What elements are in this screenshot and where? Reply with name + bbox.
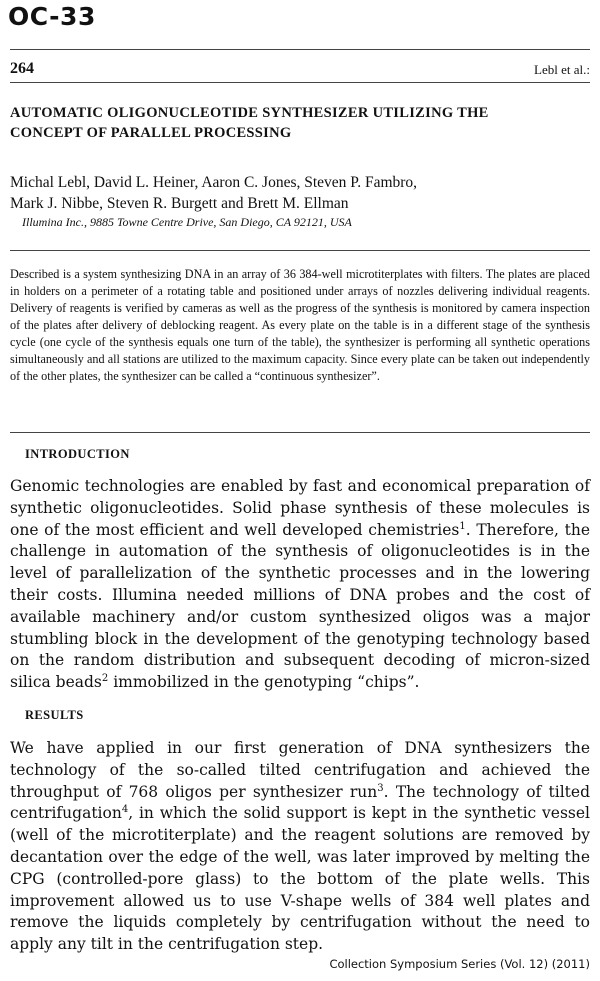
intro-text-c: immobilized in the genotyping “chips”. [108, 673, 420, 692]
authors-line-1: Michal Lebl, David L. Heiner, Aaron C. Jones, Steven P. Fambro, [10, 174, 418, 191]
results-text-b: . The technology of tilted centrifugation [10, 782, 591, 823]
header-rule [10, 49, 590, 50]
results-paragraph [10, 738, 590, 956]
footer-series: Collection Symposium Series (Vol. 12) (2011) [329, 957, 590, 971]
title-line-1: AUTOMATIC OLIGONUCLEOTIDE SYNTHESIZER UTILIZING THE [10, 105, 489, 121]
results-text-a: We have applied in our first generation of DNA synthesizers the technology of the so-called tilted centrifugation and achieved the throughput of 768 oligos per synthesizer run [10, 739, 590, 801]
article-title [10, 103, 590, 143]
results-heading: RESULTS [25, 708, 84, 722]
intro-text-a: Genomic technologies are enabled by fast and economical preparation of synthetic oligonucleotides. Solid phase synthesis of these molecules is one of the most efficient and well developed chemistries [10, 477, 590, 539]
authors-line-2: Mark J. Nibbe, Steven R. Burgett and Brett M. Ellman [10, 195, 349, 212]
intro-ref-1: 1 [459, 520, 466, 532]
introduction-paragraph [10, 476, 590, 694]
page-number: 264 [10, 60, 34, 77]
title-line-2: CONCEPT OF PARALLEL PROCESSING [10, 125, 292, 141]
intro-text-b: . Therefore, the challenge in automation of the synthesis of oligonucleotides is in the level of parallelization of the synthetic processes and in the lowering their costs. Illumina needed millions of DNA probes and the cost of available machinery and/or custom synthesized oligos was a major stumbling block in the development of the genotyping technology based on the random distribution and subsequent decoding of micron-sized silica beads [10, 520, 590, 692]
results-text-c: , in which the solid support is kept in the synthetic vessel (well of the microtiterplate) and the reagent solutions are removed by decantation over the edge of the well, was later improved by melting the CPG (controlled-pore glass) to the bottom of the plate wells. This improvement allowed us to use V-shape wells of 384 well plates and remove the liquids completely by centrifugation without the need to apply any tilt in the centrifugation step. [10, 804, 590, 954]
abstract: Described is a system synthesizing DNA in an array of 36 384-well microtiterplates with filters. The plates are placed in holders on a perimeter of a rotating table and positioned under arrays of nozzles delivering individual reagents. Delivery of reagents is verified by cameras as well as the progress of the synthesis is monitored by camera inspection of the plates after delivery of deblocking reagent. As every plate on the table is in a different stage of the synthesis cycle (one cycle of the synthesis equals one turn of the table), the synthesizer is performing all synthetic operations simultaneously and all stations are utilized to the maximum capacity. Since every plate can be taken out independently of the other plates, the synthesizer can be called a “continuous synthesizer”. [10, 267, 590, 383]
affiliation: Illumina Inc., 9885 Towne Centre Drive, San Diego, CA 92121, USA [22, 215, 352, 229]
intro-ref-2: 2 [101, 673, 109, 685]
results-ref-4: 4 [121, 804, 129, 816]
abstract-top-rule [10, 250, 590, 251]
page-top-rule [10, 82, 590, 83]
results-ref-3: 3 [377, 782, 384, 794]
author-list [10, 172, 590, 214]
introduction-heading: INTRODUCTION [25, 447, 130, 461]
section-code: OC-33 [8, 2, 96, 31]
running-head: Lebl et al.: [534, 62, 590, 77]
abstract-bottom-rule [10, 432, 590, 433]
